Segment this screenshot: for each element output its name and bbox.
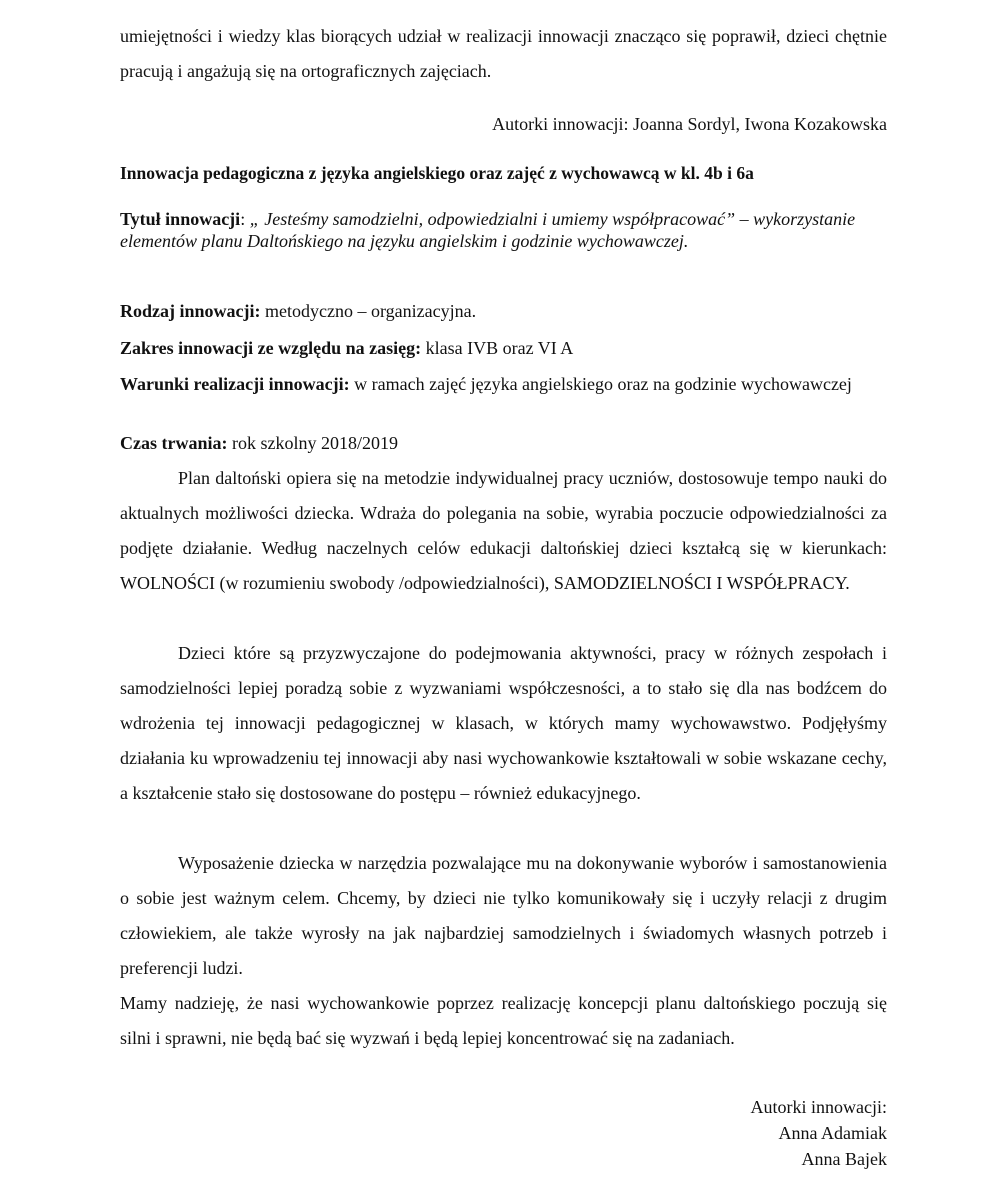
innovation-conditions-label: Warunki realizacji innowacji: bbox=[120, 374, 350, 394]
innovation-title-separator: : bbox=[240, 209, 246, 229]
innovation-duration-label: Czas trwania: bbox=[120, 433, 228, 453]
innovation-duration bbox=[120, 432, 887, 454]
body-paragraph-1: Plan daltoński opiera się na metodzie indywidualnej pracy uczniów, dostosowuje tempo nauki do aktualnych możliwości dziecka. Wdraża do polegania na sobie, wyrabia poczucie odpowiedzialności za podjęte działanie. Według naczelnych celów edukacji daltońskiej dzieci kształcą się w kierunkach: WOLNOŚCI (w rozumieniu swobody /odpowiedzialności), SAMODZIELNOŚCI I WSPÓŁPRACY. bbox=[120, 468, 887, 593]
innovation-type-value: metodyczno – organizacyjna. bbox=[260, 301, 477, 321]
innovation-title-label: Tytuł innowacji bbox=[120, 209, 241, 229]
innovation-duration-value: rok szkolny 2018/2019 bbox=[227, 433, 398, 453]
innovation-scope-label: Zakres innowacji ze względu na zasięg: bbox=[120, 338, 422, 358]
intro-authors: Autorki innowacji: Joanna Sordyl, Iwona Kozakowska bbox=[492, 114, 887, 134]
innovation-type-label: Rodzaj innowacji: bbox=[120, 301, 261, 321]
innovation-type bbox=[120, 300, 887, 322]
intro-paragraph: umiejętności i wiedzy klas biorących udział w realizacji innowacji znacząco się poprawił, dzieci chętnie pracują i angażują się na ortograficznych zajęciach. bbox=[120, 26, 887, 81]
section-heading: Innowacja pedagogiczna z języka angielskiego oraz zajęć z wychowawcą w kl. 4b i 6a bbox=[120, 163, 754, 183]
innovation-title bbox=[120, 208, 887, 252]
innovation-conditions bbox=[120, 373, 887, 395]
innovation-conditions-value: w ramach zajęć języka angielskiego oraz na godzinie wychowawczej bbox=[349, 374, 852, 394]
body-paragraph-2: Dzieci które są przyzwyczajone do podejmowania aktywności, pracy w różnych zespołach i samodzielności lepiej poradzą sobie z wyzwaniami współczesności, a to stało się dla nas bodźcem do wdrożenia tej innowacji pedagogicznej w klasach, w których mamy wychowawstwo. Podjęłyśmy działania ku wprowadzeniu tej innowacji aby nasi wychowankowie kształtowali w sobie wskazane cechy, a kształcenie stało się dostosowane do postępu – również edukacyjnego. bbox=[120, 643, 887, 803]
innovation-scope bbox=[120, 337, 887, 359]
body-paragraph-3: Wyposażenie dziecka w narzędzia pozwalające mu na dokonywanie wyborów i samostanowienia o sobie jest ważnym celem. Chcemy, by dzieci nie tylko komunikowały się i uczyły relacji z drugim człowiekiem, ale także wyrosły na jak najbardziej samodzielnych i świadomych własnych potrzeb i preferencji ludzi. bbox=[120, 853, 887, 978]
innovation-scope-value: klasa IVB oraz VI A bbox=[421, 338, 574, 358]
signature-block bbox=[120, 1094, 887, 1172]
signature-name-1: Anna Adamiak bbox=[778, 1123, 887, 1143]
signature-name-2: Anna Bajek bbox=[801, 1149, 887, 1169]
body-paragraph-4: Mamy nadzieję, że nasi wychowankowie poprzez realizację koncepcji planu daltońskiego poczują się silni i sprawni, nie będą bać się wyzwań i będą lepiej koncentrować się na zadaniach. bbox=[120, 993, 887, 1048]
innovation-title-value: „ Jesteśmy samodzielni, odpowiedzialni i umiemy współpracować” – wykorzystanie elementów planu Daltońskiego na języku angielskim i godzinie wychowawczej. bbox=[120, 209, 856, 251]
signature-label: Autorki innowacji: bbox=[750, 1097, 887, 1117]
